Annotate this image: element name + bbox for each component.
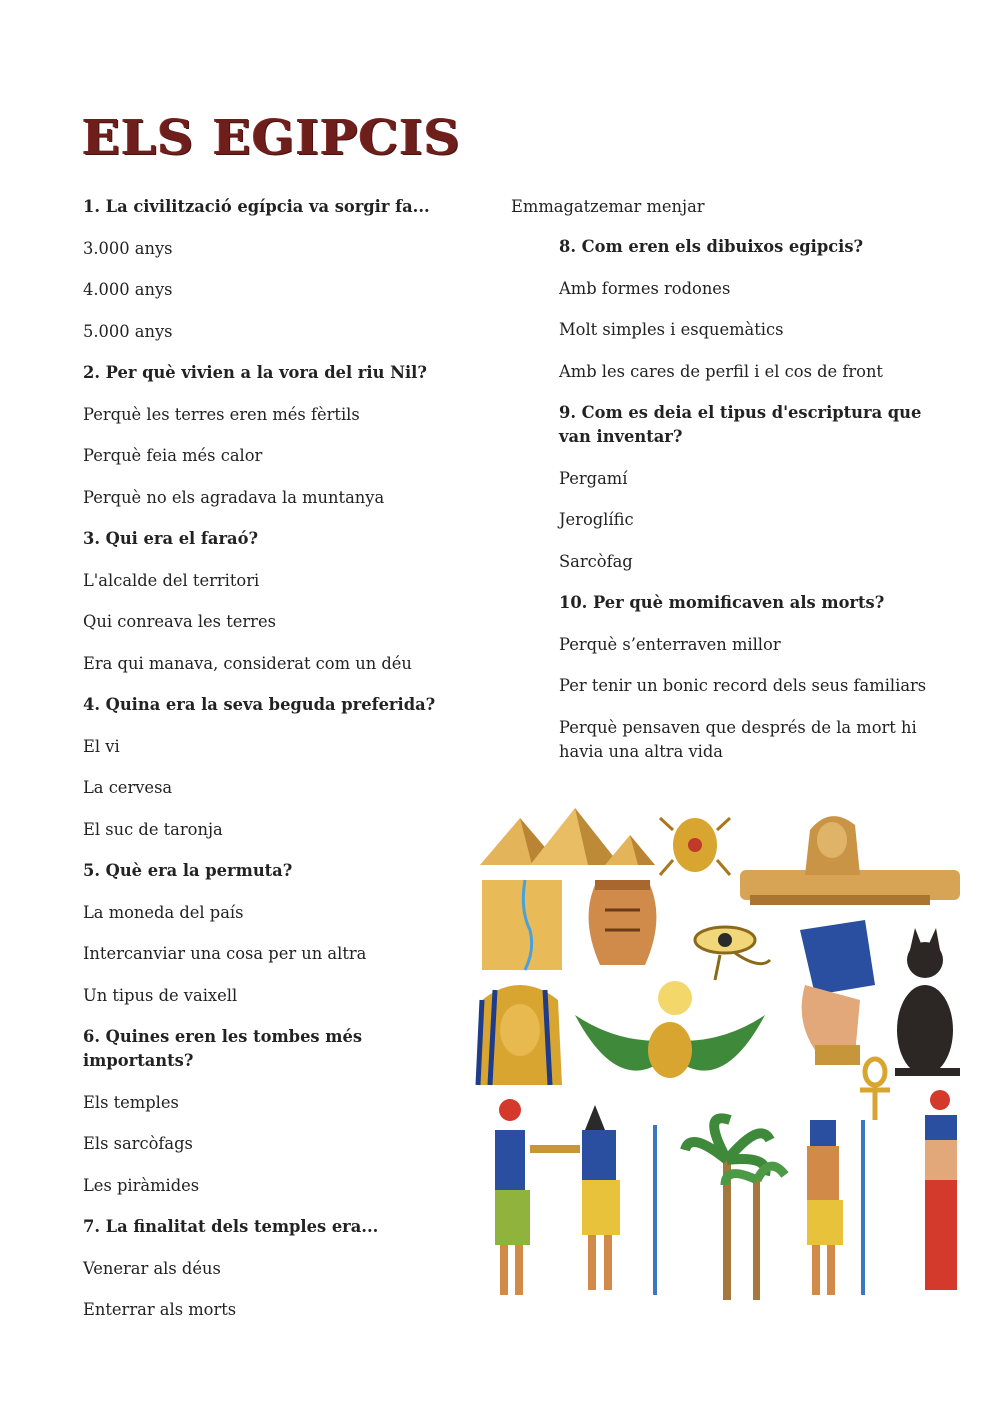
cat-icon xyxy=(895,928,960,1076)
sphinx-icon xyxy=(740,816,960,905)
question-text: 1. La civilització egípcia va sorgir fa... xyxy=(83,197,430,216)
question-text: 2. Per què vivien a la vora del riu Nil? xyxy=(83,363,427,382)
question-block xyxy=(83,693,463,842)
page-title: ELS EGIPCIS xyxy=(82,109,461,166)
ankh-icon xyxy=(860,1059,890,1120)
question-text: 8. Com eren els dibuixos egipcis? xyxy=(559,237,864,256)
question-text: 6. Quines eren les tombes més importants? xyxy=(83,1027,363,1070)
thoth-figure-icon xyxy=(495,1099,580,1295)
answer-option[interactable]: Venerar als déus xyxy=(83,1258,221,1278)
question-text: 7. La finalitat dels temples era... xyxy=(83,1217,379,1236)
question-block xyxy=(83,1215,463,1322)
question-block xyxy=(559,401,939,574)
answer-option[interactable]: Emmagatzemar menjar xyxy=(511,197,705,216)
question-block xyxy=(559,235,939,384)
pharaoh-mask-icon xyxy=(478,985,562,1085)
answer-option[interactable]: Sarcòfag xyxy=(559,551,633,571)
scarab-icon xyxy=(660,818,730,875)
egypt-illustration xyxy=(470,800,970,1305)
question-block xyxy=(83,361,463,510)
answer-option[interactable]: Enterrar als morts xyxy=(83,1300,237,1319)
question-block xyxy=(83,527,463,676)
overflow-option-column xyxy=(511,195,931,237)
question-text: 5. Què era la permuta? xyxy=(83,861,293,880)
answer-option[interactable]: Per tenir un bonic record dels seus familiars xyxy=(559,676,927,695)
vase-icon xyxy=(589,880,657,965)
question-text: 9. Com es deia el tipus d'escriptura que van inventar? xyxy=(559,403,922,446)
nile-map-icon xyxy=(482,880,562,970)
answer-option[interactable]: Les piràmides xyxy=(83,1175,200,1195)
question-block xyxy=(83,859,463,1008)
answer-option[interactable]: Amb formes rodones xyxy=(559,278,731,298)
answer-option[interactable]: 5.000 anys xyxy=(83,321,173,341)
winged-scarab-icon xyxy=(575,981,765,1078)
pharaoh-figure-icon xyxy=(807,1120,863,1295)
answer-option[interactable]: L'alcalde del territori xyxy=(83,570,260,590)
question-block xyxy=(83,195,463,344)
answer-option[interactable]: 4.000 anys xyxy=(83,280,173,299)
answer-option[interactable]: Intercanviar una cosa per un altra xyxy=(83,944,367,963)
question-block xyxy=(559,591,939,764)
isis-figure-icon xyxy=(925,1090,957,1290)
answer-option[interactable]: La cervesa xyxy=(83,778,173,797)
answer-option[interactable]: Els temples xyxy=(83,1092,179,1112)
answer-option[interactable]: Els sarcòfags xyxy=(83,1134,193,1153)
answer-option[interactable]: Perquè feia més calor xyxy=(83,446,263,465)
answer-option[interactable]: Era qui manava, considerat com un déu xyxy=(83,653,412,673)
answer-option[interactable]: El vi xyxy=(83,736,120,756)
answer-option[interactable]: Un tipus de vaixell xyxy=(83,985,238,1005)
eye-of-horus-icon xyxy=(695,927,770,980)
answer-option[interactable]: Jeroglífic xyxy=(559,510,634,529)
question-text: 4. Quina era la seva beguda preferida? xyxy=(83,695,436,714)
pyramids-icon xyxy=(480,808,655,865)
questions-right-column xyxy=(559,235,939,781)
answer-option[interactable]: La moneda del país xyxy=(83,902,244,922)
answer-option[interactable]: El suc de taronja xyxy=(83,819,223,839)
nefertiti-icon xyxy=(800,920,875,1065)
answer-option[interactable]: Qui conreava les terres xyxy=(83,612,276,631)
answer-option[interactable]: 3.000 anys xyxy=(83,238,173,258)
answer-option[interactable]: Amb les cares de perfil i el cos de front xyxy=(559,361,883,381)
question-text: 3. Qui era el faraó? xyxy=(83,529,258,548)
answer-option[interactable]: Perquè pensaven que després de la mort hi havia una altra vida xyxy=(559,717,917,761)
question-text: 10. Per què momificaven als morts? xyxy=(559,593,885,612)
answer-option[interactable]: Perquè s’enterraven millor xyxy=(559,634,781,654)
answer-option[interactable]: Pergamí xyxy=(559,468,628,488)
answer-option[interactable]: Perquè no els agradava la muntanya xyxy=(83,487,385,507)
anubis-figure-icon xyxy=(582,1105,655,1295)
answer-option[interactable]: Perquè les terres eren més fèrtils xyxy=(83,404,360,424)
answer-option[interactable]: Molt simples i esquemàtics xyxy=(559,320,784,339)
palm-trees-icon xyxy=(685,1118,785,1300)
question-block xyxy=(83,1025,463,1198)
questions-left-column xyxy=(83,195,463,1340)
